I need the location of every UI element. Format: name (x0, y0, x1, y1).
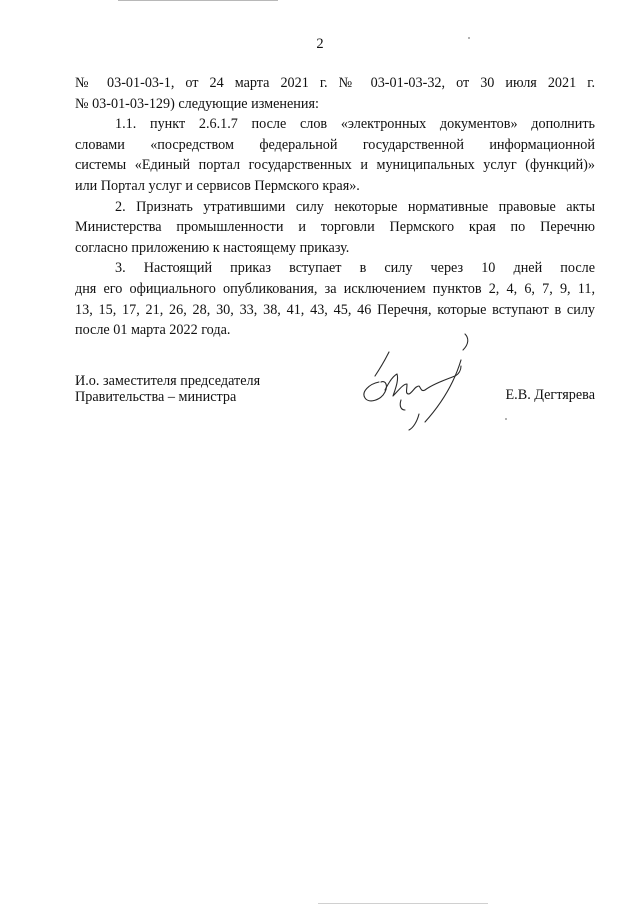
body-text-line: после 01 марта 2022 года. (75, 322, 231, 339)
body-text-line: № 03-01-03-129) следующие изменения: (75, 95, 319, 112)
signatory-name: Е.В. Дегтярева (505, 387, 595, 403)
body-text-line: системы «Единый портал государственных и муниципальных услуг (функций)» (75, 157, 595, 174)
body-text-line: 1.1. пункт 2.6.1.7 после слов «электронных документов» дополнить (115, 116, 595, 133)
body-text-line: № 03-01-03-1, от 24 марта 2021 г. № 03-01-03-32, от 30 июля 2021 г. (75, 75, 595, 91)
body-text-line: 13, 15, 17, 21, 26, 28, 30, 33, 38, 41, 43, 45, 46 Перечня, которые вступают в силу (75, 301, 595, 318)
body-text-line: словами «посредством федеральной государственной информационной (75, 136, 595, 153)
body-text-line: или Портал услуг и сервисов Пермского края». (75, 177, 360, 194)
signatory-position (75, 374, 260, 405)
scan-artifact-line (318, 903, 488, 904)
position-line-2: Правительства – министра (75, 388, 237, 405)
body-text-line: Министерства промышленности и торговли Пермского края по Перечню (75, 219, 595, 236)
body-text-line: 3. Настоящий приказ вступает в силу через 10 дней после (115, 260, 595, 277)
page-number: 2 (316, 36, 324, 52)
body-text-line: 2. Признать утратившими силу некоторые нормативные правовые акты (115, 198, 595, 215)
body-text-line: дня его официального опубликования, за исключением пунктов 2, 4, 6, 7, 9, 11, (75, 280, 595, 297)
position-line-1: И.о. заместителя председателя (75, 373, 261, 389)
scan-artifact-line (118, 0, 278, 1)
document-body (75, 73, 595, 341)
scan-artifact-dot (505, 418, 507, 420)
handwritten-signature (355, 330, 485, 435)
body-text-line: согласно приложению к настоящему приказу. (75, 239, 350, 256)
